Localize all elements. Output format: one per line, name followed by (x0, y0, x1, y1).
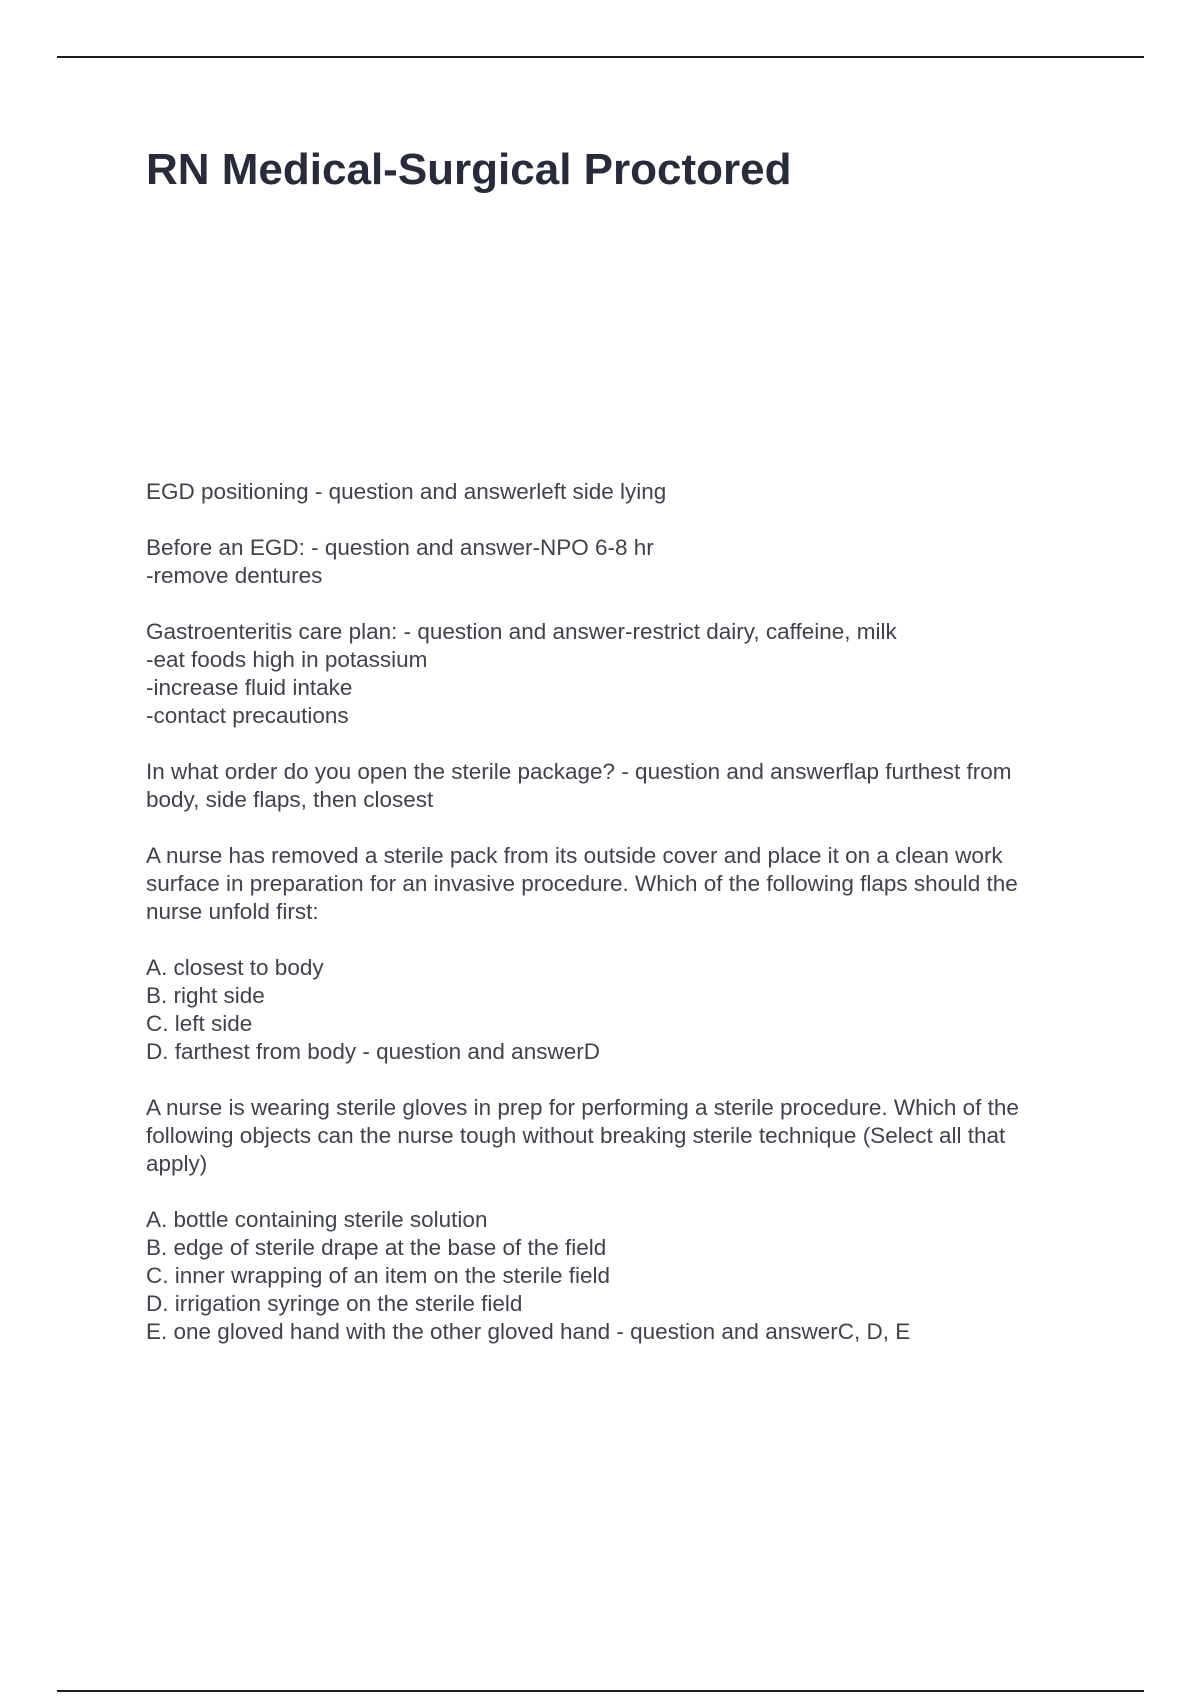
option-line: A. closest to body (146, 955, 324, 980)
text-line: A nurse has removed a sterile pack from its outside cover and place it on a clean work (146, 843, 1003, 868)
text-line: -increase fluid intake (146, 675, 353, 700)
text-line: EGD positioning - question and answerleft side lying (146, 479, 667, 504)
text-line: nurse unfold first: (146, 899, 319, 924)
qa-before-egd (146, 534, 1096, 590)
text-line: -eat foods high in potassium (146, 647, 428, 672)
document-body (146, 478, 1096, 1374)
text-line: apply) (146, 1151, 208, 1176)
text-line: In what order do you open the sterile package? - question and answerflap furthest from (146, 759, 1012, 784)
text-line: -remove dentures (146, 563, 323, 588)
text-line: body, side flaps, then closest (146, 787, 434, 812)
qa-egd-positioning (146, 478, 1096, 506)
text-line: -contact precautions (146, 703, 349, 728)
qa-sterile-package-order (146, 758, 1096, 814)
text-line: Gastroenteritis care plan: - question and answer-restrict dairy, caffeine, milk (146, 619, 897, 644)
top-rule (57, 56, 1144, 58)
bottom-rule (57, 1690, 1144, 1692)
text-line: A nurse is wearing sterile gloves in prep for performing a sterile procedure. Which of the (146, 1095, 1019, 1120)
document-title: RN Medical-Surgical Proctored (146, 145, 792, 194)
question-sterile-pack (146, 842, 1096, 926)
option-line: E. one gloved hand with the other gloved hand - question and answerC, D, E (146, 1319, 911, 1344)
options-sterile-pack (146, 954, 1096, 1066)
text-line: Before an EGD: - question and answer-NPO 6-8 hr (146, 535, 654, 560)
option-line: B. right side (146, 983, 265, 1008)
options-sterile-gloves (146, 1206, 1096, 1346)
text-line: surface in preparation for an invasive procedure. Which of the following flaps should the (146, 871, 1018, 896)
qa-gastroenteritis (146, 618, 1096, 730)
option-line: D. irrigation syringe on the sterile field (146, 1291, 523, 1316)
option-line: B. edge of sterile drape at the base of the field (146, 1235, 607, 1260)
option-line: C. left side (146, 1011, 253, 1036)
option-line: D. farthest from body - question and answerD (146, 1039, 600, 1064)
option-line: C. inner wrapping of an item on the sterile field (146, 1263, 610, 1288)
option-line: A. bottle containing sterile solution (146, 1207, 488, 1232)
text-line: following objects can the nurse tough without breaking sterile technique (Select all that (146, 1123, 1006, 1148)
question-sterile-gloves (146, 1094, 1096, 1178)
